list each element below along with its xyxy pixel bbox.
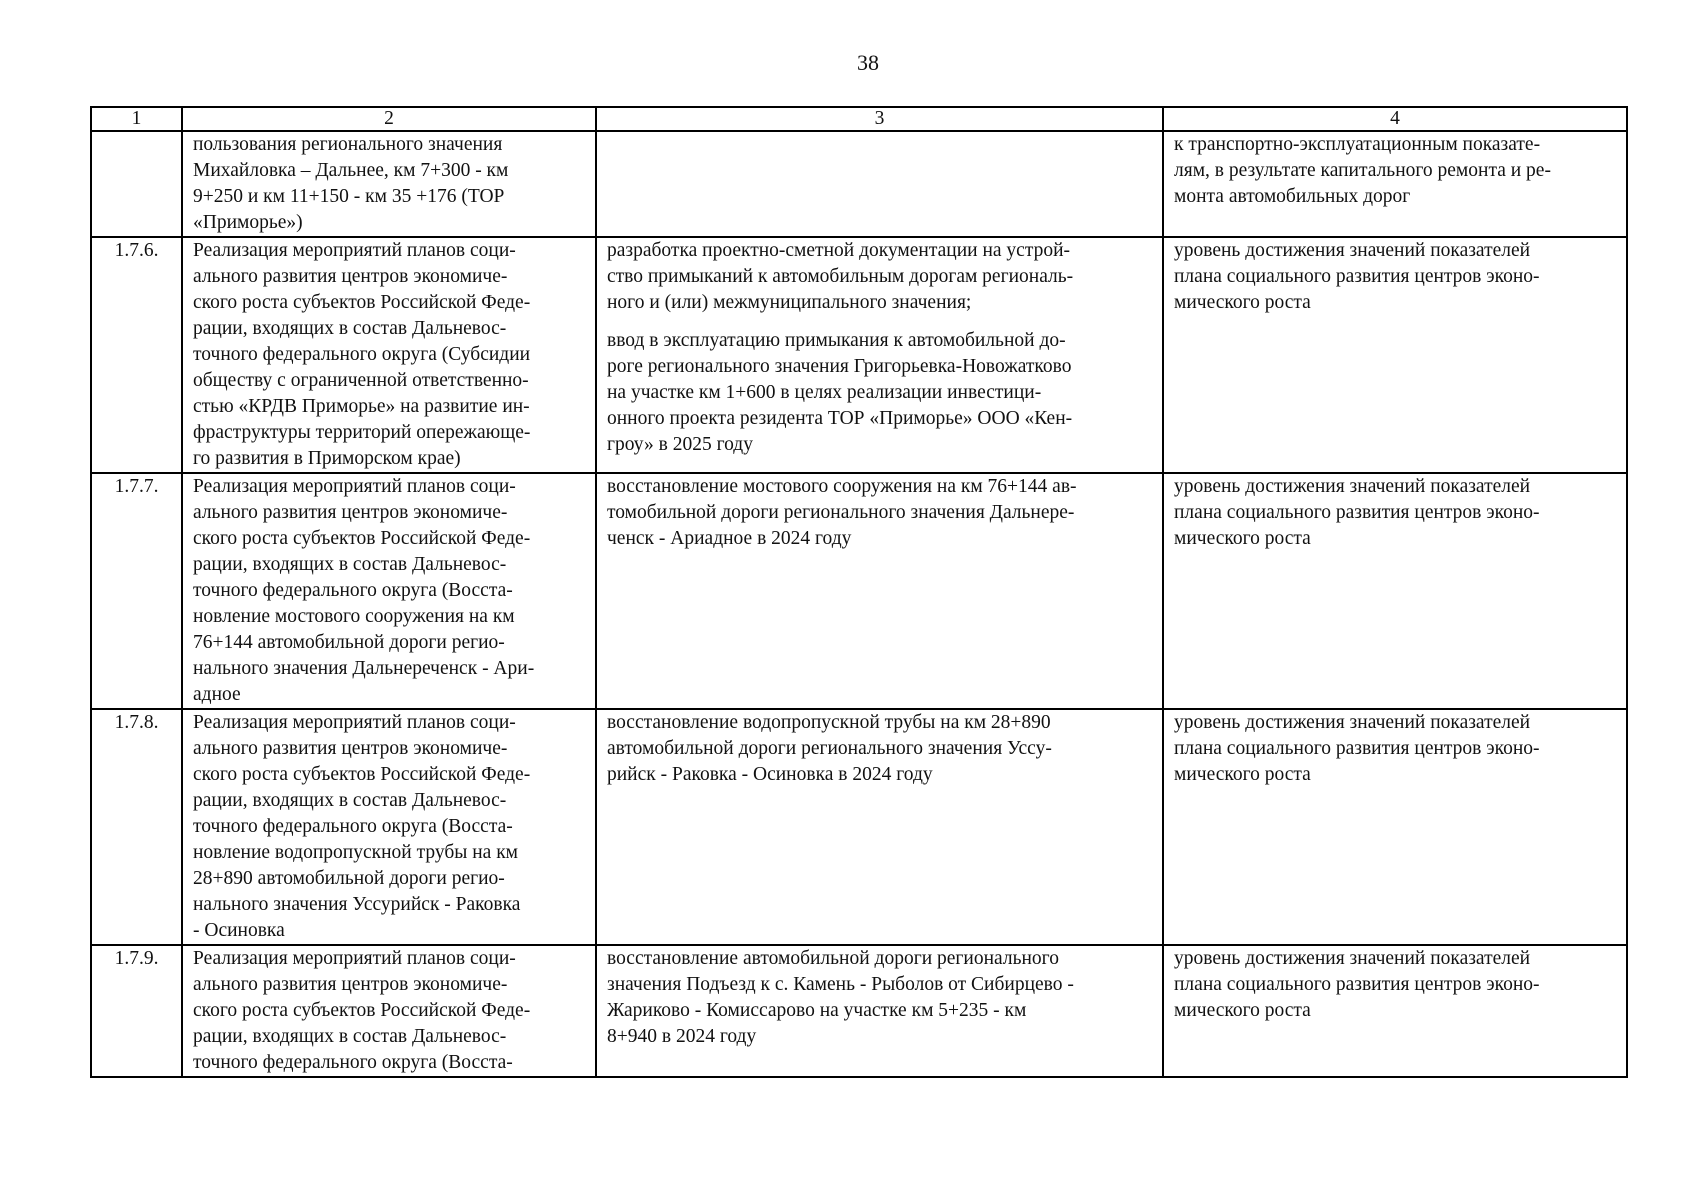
expected-result [596, 709, 1163, 945]
result-paragraph: восстановление мостового сооружения на км 76+144 ав- томобильной дороги регионального значения Дальнере- ченск - Ариадное в 2024 году [607, 476, 1077, 549]
result-paragraph: разработка проектно-сметной документации на устрой- ство примыканий к автомобильным дорогам региональ- ного и (или) межмуниципального значения; [607, 240, 1074, 313]
column-number: 4 [1163, 107, 1627, 131]
measure-name: Реализация мероприятий планов соци- ального развития центров экономиче- ского роста субъектов Российской Феде- рации, входящих в состав Дальневос- точного федерального округа (Восста- [182, 945, 596, 1077]
table-row [91, 709, 1627, 945]
row-number: 1.7.8. [91, 709, 182, 945]
indicator: к транспортно-эксплуатационным показате- лям, в результате капитального ремонта и ре- монта автомобильных дорог [1163, 131, 1627, 237]
column-number: 2 [182, 107, 596, 131]
table-row [91, 237, 1627, 473]
indicator: уровень достижения значений показателей плана социального развития центров эконо- мического роста [1163, 237, 1627, 473]
row-number: 1.7.7. [91, 473, 182, 709]
indicator: уровень достижения значений показателей плана социального развития центров эконо- мического роста [1163, 473, 1627, 709]
column-number: 1 [91, 107, 182, 131]
expected-result [596, 945, 1163, 1077]
measure-name: пользования регионального значения Михайловка – Дальнее, км 7+300 - км 9+250 и км 11+150 - км 35 +176 (ТОР «Приморье») [182, 131, 596, 237]
expected-result [596, 473, 1163, 709]
table-row [91, 131, 1627, 237]
result-paragraph: ввод в эксплуатацию примыкания к автомобильной до- роге регионального значения Григорьевка-Новожатково на участке км 1+600 в целях реализации инвестици- онного проекта резидента ТОР «Приморье» ООО «Кен- гроу» в 2025 году [607, 330, 1073, 455]
result-paragraph: восстановление водопропускной трубы на км 28+890 автомобильной дороги регионального значения Уссу- рийск - Раковка - Осиновка в 2024 году [607, 712, 1052, 785]
indicator: уровень достижения значений показателей плана социального развития центров эконо- мического роста [1163, 945, 1627, 1077]
measure-name: Реализация мероприятий планов соци- ального развития центров экономиче- ского роста субъектов Российской Феде- рации, входящих в состав Дальневос- точного федерального округа (Восста- новление водопропускной трубы на км 28+890 автомобильной дороги регио- нального значения Уссурийск - Раковка - Осиновка [182, 709, 596, 945]
table-row [91, 473, 1627, 709]
column-number: 3 [596, 107, 1163, 131]
column-number-row [91, 107, 1627, 131]
result-paragraph: восстановление автомобильной дороги регионального значения Подъезд к с. Камень - Рыболов от Сибирцево - Жариково - Комиссарово на участке км 5+235 - км 8+940 в 2024 году [607, 948, 1074, 1047]
table-row [91, 945, 1627, 1077]
page-number: 38 [857, 50, 879, 75]
row-number: 1.7.9. [91, 945, 182, 1077]
measure-name: Реализация мероприятий планов соци- ального развития центров экономиче- ского роста субъектов Российской Феде- рации, входящих в состав Дальневос- точного федерального округа (Субсидии обществу с ограниченной ответственно- стью «КРДВ Приморье» на развитие ин- фраструктуры территорий опережающе- го развития в Приморском крае) [182, 237, 596, 473]
indicator: уровень достижения значений показателей плана социального развития центров эконо- мического роста [1163, 709, 1627, 945]
measures-table [90, 106, 1628, 1078]
expected-result [596, 237, 1163, 473]
row-number [91, 131, 182, 237]
measure-name: Реализация мероприятий планов соци- ального развития центров экономиче- ского роста субъектов Российской Феде- рации, входящих в состав Дальневос- точного федерального округа (Восста- новление мостового сооружения на км 76+144 автомобильной дороги регио- нального значения Дальнереченск - Ари- адное [182, 473, 596, 709]
expected-result [596, 131, 1163, 237]
row-number: 1.7.6. [91, 237, 182, 473]
